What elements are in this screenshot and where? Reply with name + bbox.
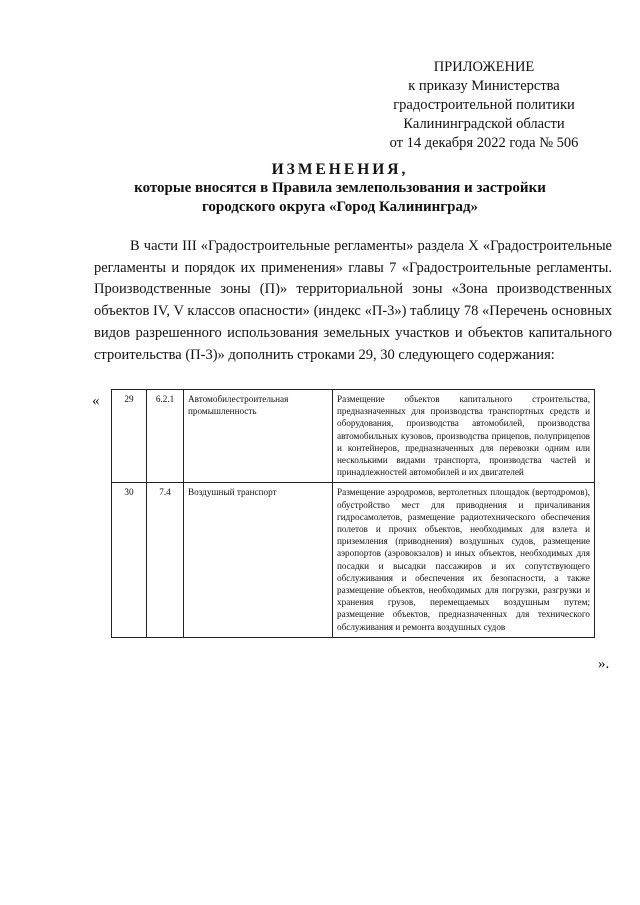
row-description: Размещение аэродромов, вертолетных площадок (вертодромов), обустройство мест для приводнения и причаливания гидросамолетов, размещение радиотехнического обеспечения полетов и прочих объектов, необходимых для взлета и приземления (приводнения) воздушных судов, размещение аэропортов (аэровокзалов) и иных объектов, необходимых для посадки и высадки пассажиров и их сопутствующего обслуживания и обеспечения их безопасности, а также размещение объектов, необходимых для погрузки, разгрузки и хранения грузов, перемещаемых воздушным путем; размещение объектов, предназначенных для технического обслуживания и ремонта воздушных судов — [333, 483, 595, 637]
row-number: 29 — [112, 390, 147, 483]
row-name: Воздушный транспорт — [184, 483, 333, 637]
appendix-line-title: ПРИЛОЖЕНИЕ — [433, 59, 535, 75]
table-row — [112, 390, 595, 483]
heading-line-1: которые вносятся в Правила землепользования и застройки — [134, 180, 546, 196]
table-row — [112, 483, 595, 637]
insert-table — [111, 389, 595, 638]
closing-quote-mark: ». — [598, 656, 610, 672]
intro-paragraph: В части III «Градостроительные регламенты» раздела X «Градостроительные регламенты и порядок их применения» главы 7 «Градостроительные регламенты. Производственные зоны (П)» территориальной зоны «Зона производственных объектов IV, V классов опасности» (индекс «П-3») таблицу 78 «Перечень основных видов разрешенного использования земельных участков и объектов капитального строительства (П-3)» дополнить строками 29, 30 следующего содержания: — [94, 238, 612, 363]
document-heading — [60, 160, 620, 217]
heading-title: ИЗМЕНЕНИЯ, — [271, 161, 409, 178]
row-number: 30 — [112, 483, 147, 637]
row-name: Автомобилестроительная промышленность — [184, 390, 333, 483]
row-code: 6.2.1 — [147, 390, 184, 483]
appendix-line-order: к приказу Министерства — [408, 78, 560, 94]
row-description: Размещение объектов капитального строительства, предназначенных для производства транспортных средств и оборудования, производства автомобилей, производства автомобильных кузовов, производства прицепов, полуприцепов и контейнеров, предназначенных для перевозки одним или несколькими видами транспорта, производства частей и принадлежностей автомобилей и их двигателей — [333, 390, 595, 483]
heading-line-2: городского округа «Город Калининград» — [201, 199, 479, 215]
appendix-block — [364, 58, 604, 153]
appendix-line-date: от 14 декабря 2022 года № 506 — [389, 135, 579, 151]
opening-quote-mark: « — [92, 393, 100, 409]
appendix-line-ministry: градостроительной политики — [393, 97, 575, 113]
row-code: 7.4 — [147, 483, 184, 637]
appendix-line-region: Калининградской области — [403, 116, 565, 132]
